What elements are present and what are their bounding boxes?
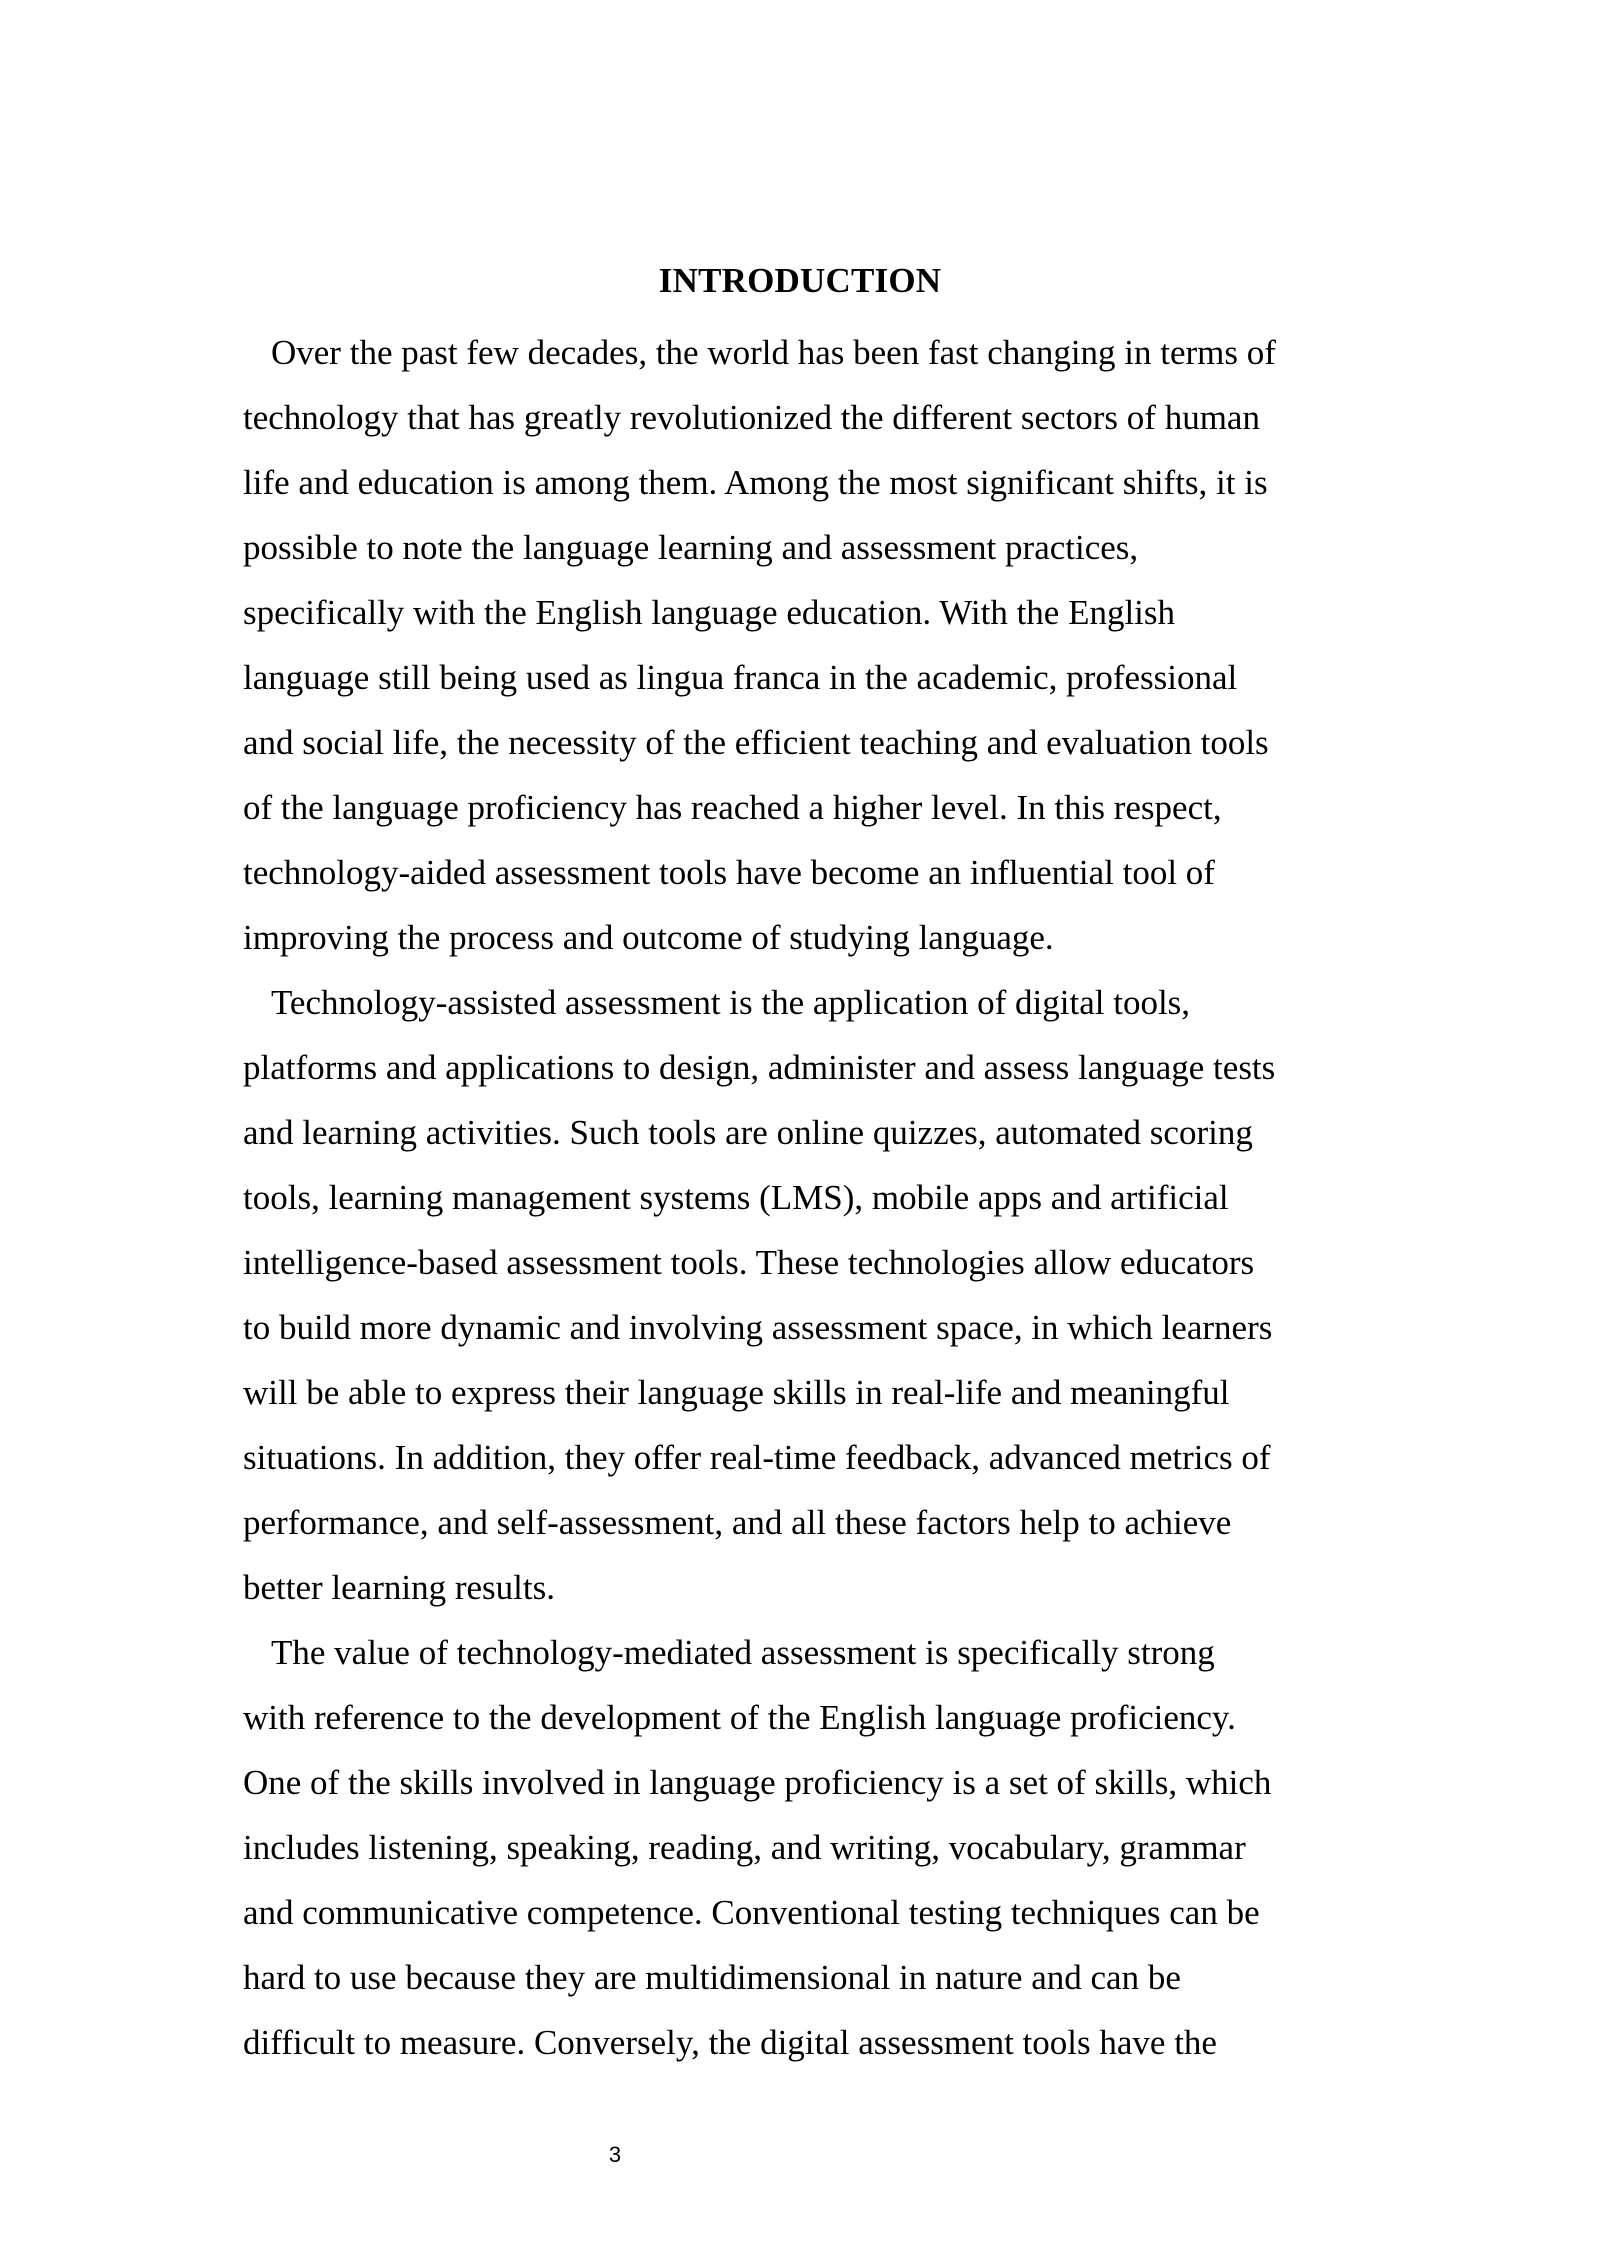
text-line: platforms and applications to design, administer and assess language tests bbox=[243, 1048, 1276, 1087]
text-line: better learning results. bbox=[243, 1568, 555, 1607]
text-line: with reference to the development of the English language proficiency. bbox=[243, 1698, 1236, 1737]
text-line: Over the past few decades, the world has been fast changing in terms of bbox=[271, 333, 1276, 372]
text-line: technology that has greatly revolutionized the different sectors of human bbox=[243, 398, 1260, 437]
text-line: includes listening, speaking, reading, and writing, vocabulary, grammar bbox=[243, 1828, 1246, 1867]
text-line: Technology-assisted assessment is the application of digital tools, bbox=[271, 983, 1191, 1022]
text-line: to build more dynamic and involving assessment space, in which learners bbox=[243, 1308, 1273, 1347]
text-line: improving the process and outcome of studying language. bbox=[243, 918, 1054, 957]
text-line: possible to note the language learning and assessment practices, bbox=[243, 528, 1139, 567]
text-line: and social life, the necessity of the efficient teaching and evaluation tools bbox=[243, 723, 1269, 762]
page-title: INTRODUCTION bbox=[658, 261, 942, 300]
text-line: tools, learning management systems (LMS), mobile apps and artificial bbox=[243, 1178, 1229, 1217]
text-line: situations. In addition, they offer real-time feedback, advanced metrics of bbox=[243, 1438, 1271, 1477]
text-line: life and education is among them. Among the most significant shifts, it is bbox=[243, 463, 1268, 502]
text-line: performance, and self-assessment, and all these factors help to achieve bbox=[243, 1503, 1232, 1542]
text-line: The value of technology-mediated assessment is specifically strong bbox=[271, 1633, 1215, 1672]
text-line: technology-aided assessment tools have become an influential tool of bbox=[243, 853, 1215, 892]
text-line: will be able to express their language skills in real-life and meaningful bbox=[243, 1373, 1230, 1412]
text-line: and communicative competence. Conventional testing techniques can be bbox=[243, 1893, 1260, 1932]
text-line: difficult to measure. Conversely, the digital assessment tools have the bbox=[243, 2023, 1217, 2062]
body-text bbox=[243, 320, 1378, 2075]
text-line: One of the skills involved in language proficiency is a set of skills, which bbox=[243, 1763, 1272, 1802]
page-number: 3 bbox=[608, 2142, 622, 2167]
text-line: of the language proficiency has reached a higher level. In this respect, bbox=[243, 788, 1222, 827]
text-line: specifically with the English language education. With the English bbox=[243, 593, 1176, 632]
text-line: intelligence-based assessment tools. These technologies allow educators bbox=[243, 1243, 1255, 1282]
text-line: language still being used as lingua franca in the academic, professional bbox=[243, 658, 1238, 697]
text-line: hard to use because they are multidimensional in nature and can be bbox=[243, 1958, 1181, 1997]
text-line: and learning activities. Such tools are online quizzes, automated scoring bbox=[243, 1113, 1253, 1152]
